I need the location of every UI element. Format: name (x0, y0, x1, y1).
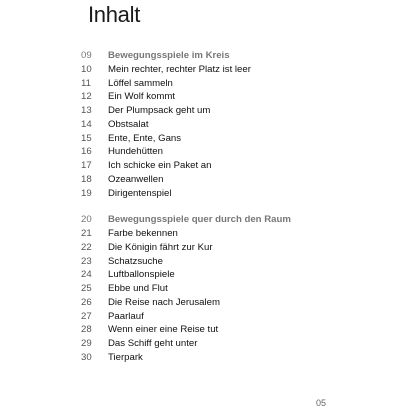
entry-title: Mein rechter, rechter Platz ist leer (108, 63, 251, 75)
entry-title: Die Reise nach Jerusalem (108, 296, 220, 308)
section-page-number: 09 (81, 50, 92, 61)
toc-entry (0, 227, 415, 241)
entry-page-number: 24 (81, 269, 92, 281)
section-heading: Bewegungsspiele im Kreis (108, 50, 230, 61)
toc-entry (0, 104, 415, 118)
section-heading: Bewegungsspiele quer durch den Raum (108, 214, 291, 226)
entry-page-number: 19 (81, 187, 92, 199)
entry-title: Obstsalat (108, 118, 149, 130)
toc-entry (0, 159, 415, 173)
toc-entry (0, 337, 415, 351)
page-title: Inhalt (88, 2, 141, 27)
toc-entry (0, 63, 415, 77)
entry-title: Löffel sammeln (108, 77, 173, 89)
toc-entry (0, 241, 415, 255)
toc-entry (0, 255, 415, 269)
entry-page-number: 30 (81, 351, 92, 363)
entry-page-number: 12 (81, 91, 92, 103)
entry-page-number: 22 (81, 241, 92, 253)
entry-page-number: 16 (81, 146, 92, 158)
entry-title: Das Schiff geht unter (108, 338, 198, 349)
entry-title: Ozeanwellen (108, 173, 164, 185)
toc-entry (0, 173, 415, 187)
entry-page-number: 23 (81, 255, 92, 267)
section-page-number: 20 (81, 214, 92, 226)
toc-entry (0, 90, 415, 104)
entry-title: Luftballonspiele (108, 269, 175, 281)
entry-title: Tierpark (108, 351, 143, 363)
toc-entry (0, 268, 415, 282)
entry-page-number: 18 (81, 173, 92, 185)
entry-page-number: 11 (81, 77, 91, 89)
toc-entry (0, 351, 415, 365)
entry-title: Wenn einer eine Reise tut (108, 324, 219, 336)
toc-entry (0, 132, 415, 146)
entry-title: Ente, Ente, Gans (108, 132, 182, 144)
toc-entry (0, 118, 415, 132)
entry-page-number: 15 (81, 132, 92, 144)
entry-page-number: 25 (81, 283, 92, 294)
entry-title: Hundehütten (108, 146, 163, 158)
toc-entry (0, 310, 415, 324)
entry-page-number: 26 (81, 296, 92, 308)
entry-title: Dirigentenspiel (108, 187, 172, 199)
section-heading-row (0, 213, 415, 227)
page-number: 05 (316, 398, 327, 408)
entry-page-number: 29 (81, 338, 92, 349)
toc-entry (0, 145, 415, 159)
entry-title: Ebbe und Flut (108, 283, 168, 294)
section-heading-row (0, 49, 415, 63)
toc-entry (0, 77, 415, 91)
entry-page-number: 10 (81, 63, 92, 75)
toc-entry (0, 282, 415, 296)
entry-title: Paarlauf (108, 310, 144, 322)
entry-title: Die Königin fährt zur Kur (108, 241, 213, 253)
entry-page-number: 21 (81, 228, 92, 239)
entry-title: Ein Wolf kommt (108, 91, 175, 103)
toc-entry (0, 323, 415, 337)
toc-entry (0, 296, 415, 310)
entry-page-number: 27 (81, 310, 92, 322)
entry-page-number: 17 (81, 160, 92, 171)
entry-title: Farbe bekennen (108, 228, 178, 239)
entry-title: Der Plumpsack geht um (108, 105, 211, 116)
entry-page-number: 13 (81, 105, 92, 116)
entry-title: Ich schicke ein Paket an (108, 160, 212, 171)
entry-page-number: 28 (81, 324, 92, 336)
entry-title: Schatzsuche (108, 255, 163, 267)
toc-entry (0, 187, 415, 201)
entry-page-number: 14 (81, 118, 92, 130)
